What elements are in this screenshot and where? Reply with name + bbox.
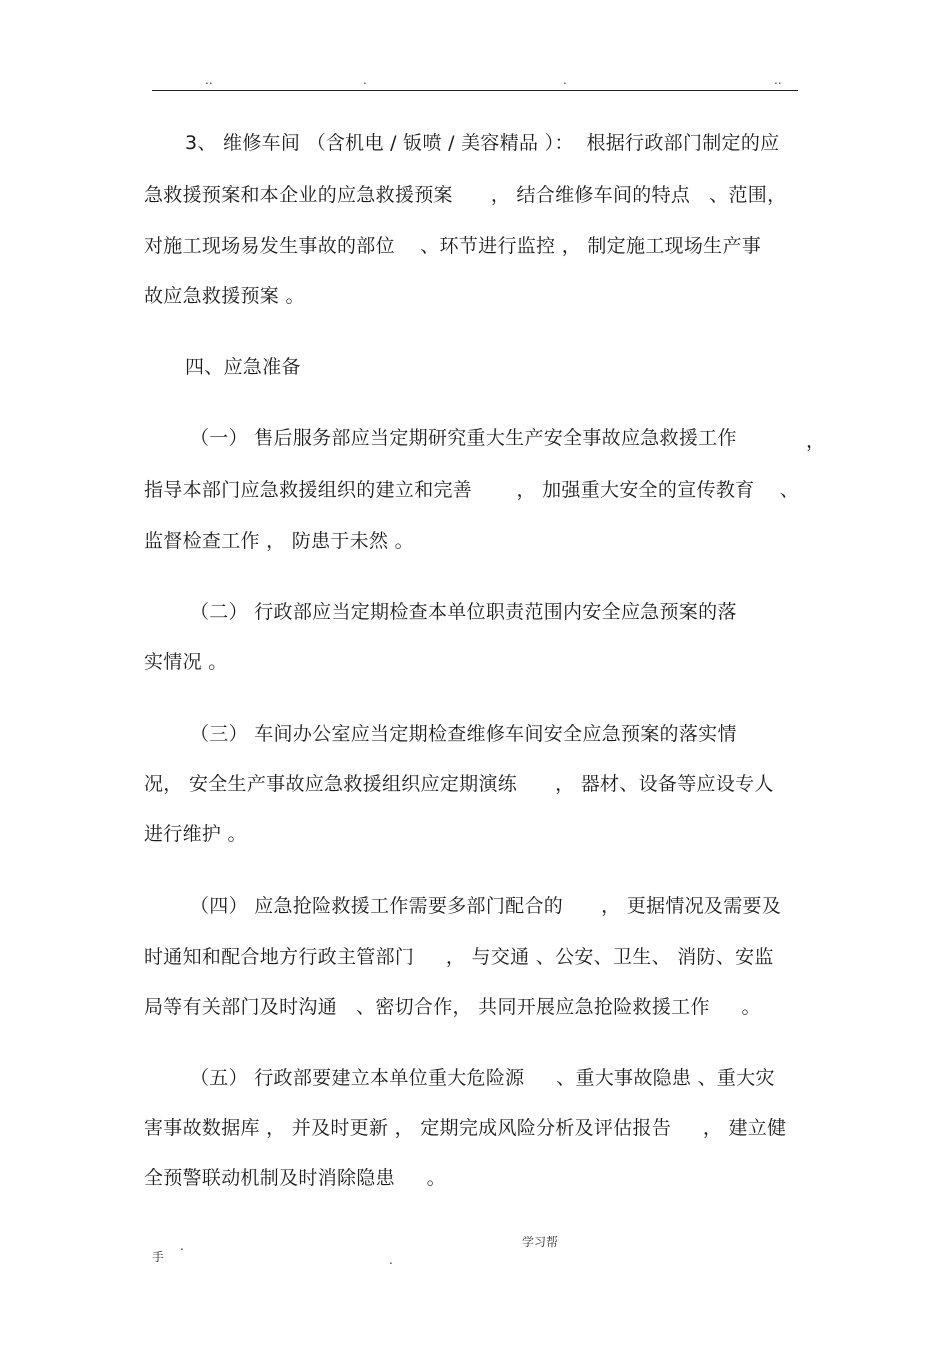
text-line: 况， 安全生产事故应急救援组织应定期演练 ， 器材、设备等应设专人	[144, 773, 774, 795]
footer-label: 学习帮	[522, 1235, 559, 1249]
footer-dot: .	[180, 1239, 184, 1253]
header-mark-2: .	[363, 73, 367, 87]
text-line: 害事故数据库 ， 并及时更新 ， 定期完成风险分析及评估报告 ， 建立健	[144, 1117, 787, 1139]
header-mark-4: ..	[774, 73, 782, 87]
header-rule	[152, 90, 798, 91]
header-mark-1: ..	[205, 73, 213, 87]
text-line: 全预警联动机制及时消除隐患 。	[144, 1167, 446, 1189]
text-line: （二） 行政部应当定期检查本单位职责范围内安全应急预案的落	[190, 601, 737, 623]
text-line: ，	[806, 430, 826, 452]
text-line: （三） 车间办公室应当定期检查维修车间安全应急预案的落实情	[190, 723, 737, 745]
text-line: 时通知和配合地方行政主管部门 ， 与交通 、公安、卫生、 消防、安监	[144, 946, 774, 968]
text-line: （五） 行政部要建立本单位重大危险源 、重大事故隐患 、重大灾	[190, 1067, 775, 1089]
section-heading: 四、应急准备	[185, 356, 301, 378]
text-line: 故应急救援预案 。	[144, 285, 305, 307]
header-mark-3: .	[563, 73, 567, 87]
text-line: 监督检查工作 ， 防患于未然 。	[144, 530, 414, 552]
text-line: 局等有关部门及时沟通 、密切合作， 共同开展应急抢险救援工作 。	[144, 996, 761, 1018]
text-line: 3、 维修车间 （含机电 / 钣喷 / 美容精品 ）： 根据行政部门制定的应	[185, 132, 780, 154]
text-line: （四） 应急抢险救援工作需要多部门配合的 ， 更据情况及需要及	[190, 895, 782, 917]
footer-dot: .	[389, 1253, 393, 1267]
footer-label-suffix: 手	[152, 1250, 165, 1264]
text-line: 进行维护 。	[144, 823, 247, 845]
text-line: 对施工现场易发生事故的部位 、环节进行监控 ， 制定施工现场生产事	[144, 235, 762, 257]
text-line: 实情况 。	[144, 651, 228, 673]
text-line: 急救援预案和本企业的应急救援预案 ， 结合维修车间的特点 、范围，	[144, 184, 787, 206]
text-line: 指导本部门应急救援组织的建立和完善 ， 加强重大安全的宣传教育 、	[144, 479, 800, 501]
text-line: （一） 售后服务部应当定期研究重大生产安全事故应急救援工作	[190, 427, 737, 449]
